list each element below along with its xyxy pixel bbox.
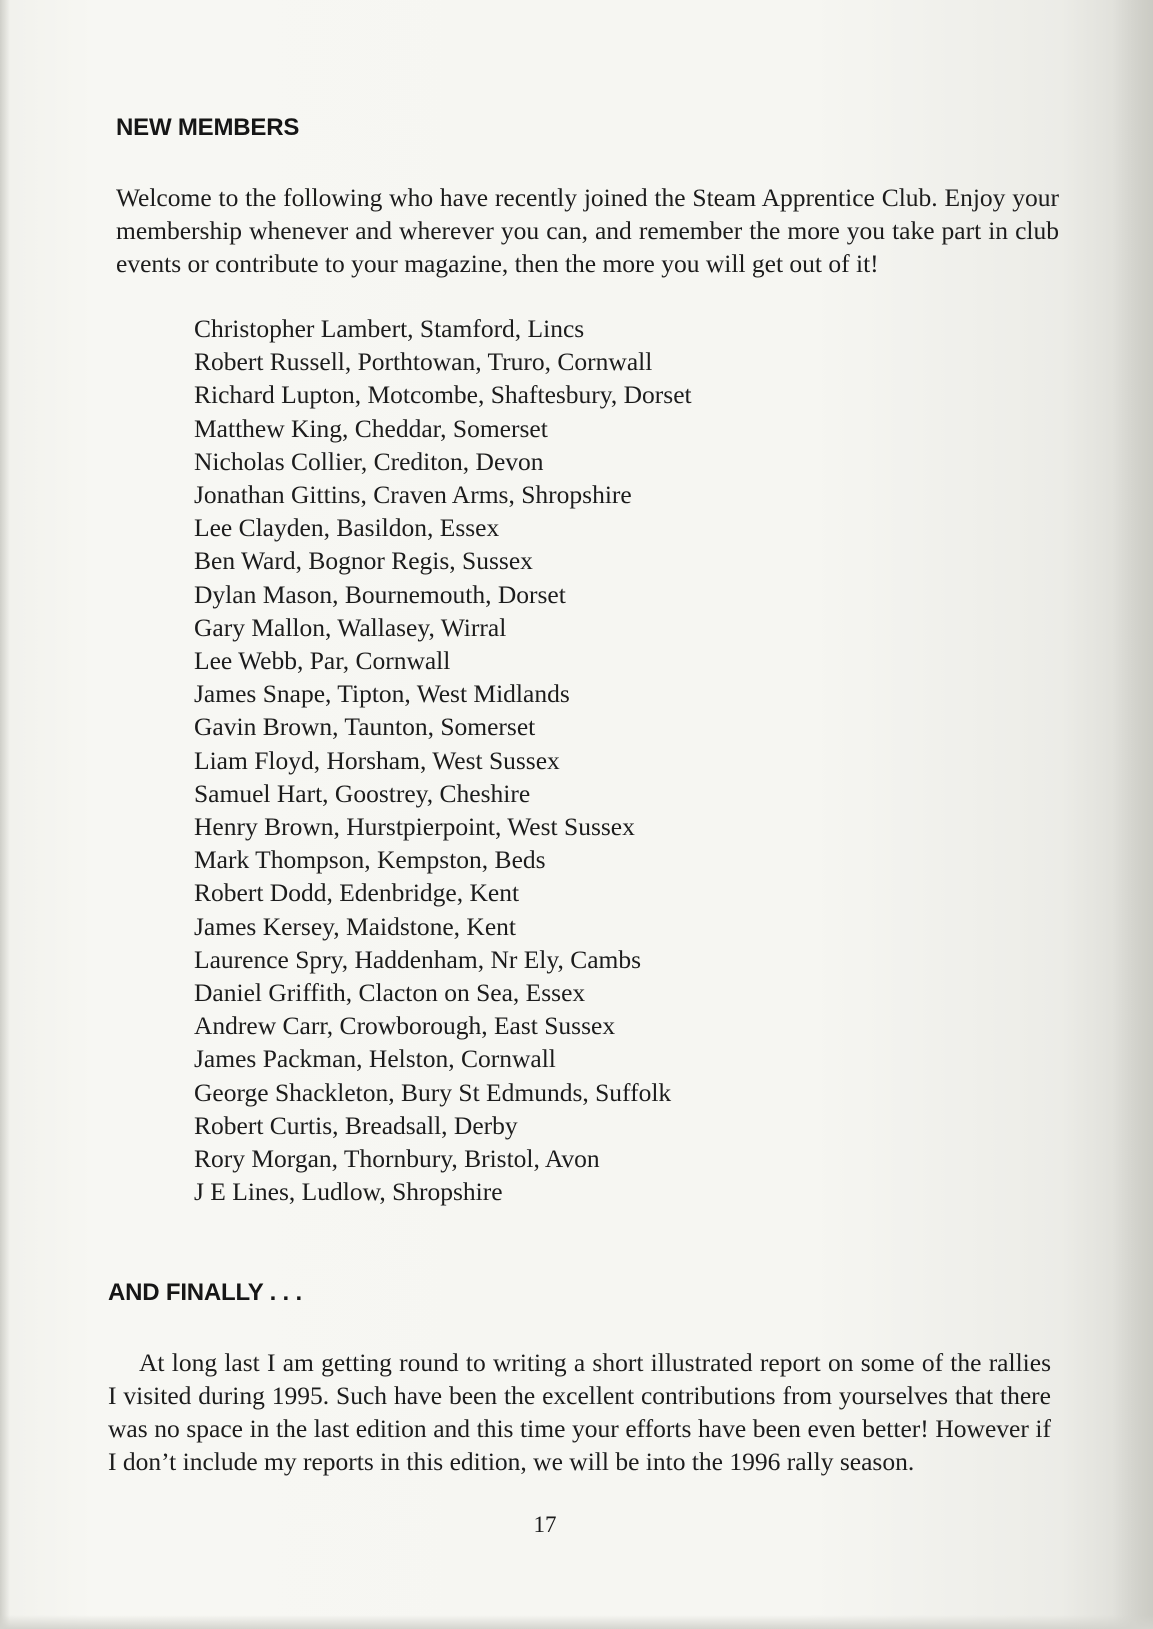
and-finally-paragraph: At long last I am getting round to writing a short illustrated report on some of the rallies I visited during 1995. Such have been the excellent contributions from yourselves that there was no space in the last edition and this time your efforts have been even better! However if I don’t include my reports in this edition, we will be into the 1996 rally season. <box>108 1348 1051 1476</box>
member-item: Laurence Spry, Haddenham, Nr Ely, Cambs <box>194 944 642 974</box>
member-item: Jonathan Gittins, Craven Arms, Shropshire <box>194 480 632 510</box>
member-item: Henry Brown, Hurstpierpoint, West Sussex <box>194 812 635 842</box>
page-binding-shadow <box>1113 0 1153 1629</box>
member-item: Gary Mallon, Wallasey, Wirral <box>194 612 507 642</box>
member-item: George Shackleton, Bury St Edmunds, Suffolk <box>194 1077 672 1107</box>
member-item: Lee Clayden, Basildon, Essex <box>194 513 500 543</box>
member-item: Robert Curtis, Breadsall, Derby <box>194 1110 518 1140</box>
member-item: Dylan Mason, Bournemouth, Dorset <box>194 579 566 609</box>
member-item: Rory Morgan, Thornbury, Bristol, Avon <box>194 1144 600 1174</box>
member-item: Gavin Brown, Taunton, Somerset <box>194 712 536 742</box>
member-item: J E Lines, Ludlow, Shropshire <box>194 1177 503 1207</box>
member-item: Andrew Carr, Crowborough, East Sussex <box>194 1011 616 1041</box>
member-item: Nicholas Collier, Crediton, Devon <box>194 446 544 476</box>
member-item: Mark Thompson, Kempston, Beds <box>194 845 546 875</box>
member-list <box>194 312 692 1208</box>
and-finally-heading: AND FINALLY . . . <box>108 1279 302 1306</box>
page-bottom-edge <box>0 1615 1153 1629</box>
welcome-paragraph: Welcome to the following who have recently joined the Steam Apprentice Club. Enjoy your membership whenever and wherever you can, and remember the more you take part in club events or contribute to your magazine, then the more you will get out of it! <box>116 183 1059 278</box>
new-members-heading: NEW MEMBERS <box>116 114 300 141</box>
member-item: Ben Ward, Bognor Regis, Sussex <box>194 546 533 576</box>
member-item: Liam Floyd, Horsham, West Sussex <box>194 745 560 775</box>
member-item: Lee Webb, Par, Cornwall <box>194 646 451 676</box>
page-number: 17 <box>533 1512 557 1537</box>
page-left-edge <box>0 0 10 1629</box>
member-item: Christopher Lambert, Stamford, Lincs <box>194 314 585 343</box>
member-item: Robert Dodd, Edenbridge, Kent <box>194 878 520 908</box>
member-item: James Kersey, Maidstone, Kent <box>194 911 516 941</box>
member-item: Robert Russell, Porthtowan, Truro, Cornwall <box>194 347 653 377</box>
member-item: Matthew King, Cheddar, Somerset <box>194 413 548 443</box>
member-item: James Packman, Helston, Cornwall <box>194 1044 556 1074</box>
member-item: Samuel Hart, Goostrey, Cheshire <box>194 778 531 808</box>
member-item: Daniel Griffith, Clacton on Sea, Essex <box>194 978 586 1008</box>
member-item: James Snape, Tipton, West Midlands <box>194 679 570 709</box>
member-item: Richard Lupton, Motcombe, Shaftesbury, Dorset <box>194 380 692 410</box>
